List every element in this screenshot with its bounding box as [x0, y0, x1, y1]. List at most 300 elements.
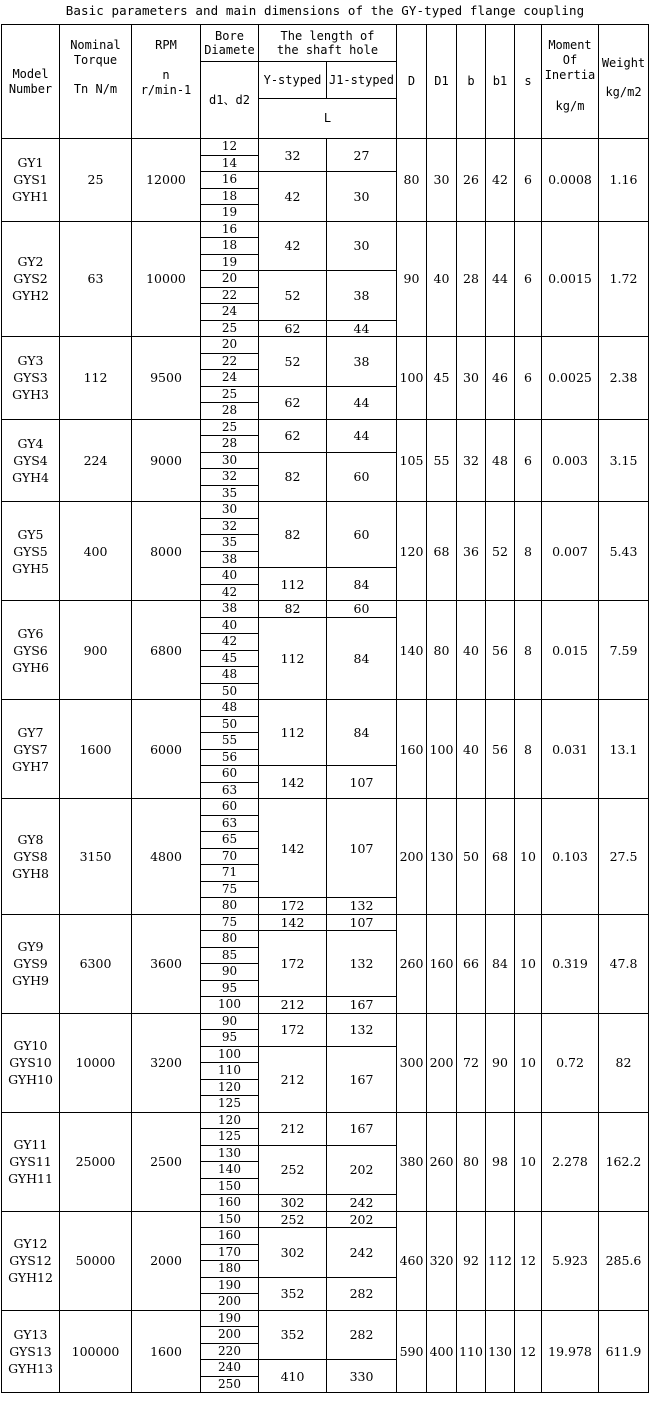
bore-diameter: 240: [201, 1360, 259, 1377]
bore-diameter: 200: [201, 1294, 259, 1311]
d-value: 300: [397, 1013, 427, 1112]
y-length: 212: [259, 1112, 327, 1145]
j1-length: 167: [327, 1046, 397, 1112]
model-number: [2, 337, 60, 420]
model-name: GYS8: [13, 848, 48, 864]
model-name: GYH10: [8, 1072, 53, 1087]
d1-value: 40: [427, 221, 457, 337]
d1-value: 200: [427, 1013, 457, 1112]
bore-diameter: 75: [201, 881, 259, 898]
rpm-value: 6000: [132, 700, 201, 799]
header-b1: b1: [486, 25, 515, 139]
d1-value: 30: [427, 139, 457, 222]
y-length: 172: [259, 1013, 327, 1046]
bore-diameter: 220: [201, 1343, 259, 1360]
inertia-value: 0.103: [542, 799, 599, 915]
weight-value: 1.72: [599, 221, 649, 337]
j1-length: 30: [327, 172, 397, 222]
table-row: [2, 502, 649, 519]
j1-length: 44: [327, 386, 397, 419]
d-value: 160: [397, 700, 427, 799]
j1-length: 84: [327, 700, 397, 766]
y-length: 142: [259, 766, 327, 799]
bore-diameter: 190: [201, 1277, 259, 1294]
y-length: 142: [259, 799, 327, 898]
y-length: 42: [259, 172, 327, 222]
bore-diameter: 42: [201, 634, 259, 651]
nominal-torque: 3150: [60, 799, 132, 915]
nominal-torque: 100000: [60, 1310, 132, 1393]
s-value: 6: [515, 419, 542, 502]
bore-diameter: 40: [201, 617, 259, 634]
b1-value: 52: [486, 502, 515, 601]
model-name: GY5: [17, 526, 44, 542]
nominal-torque: 50000: [60, 1211, 132, 1310]
s-value: 10: [515, 1112, 542, 1211]
s-value: 10: [515, 799, 542, 915]
table-row: [2, 1112, 649, 1129]
b-value: 40: [457, 601, 486, 700]
inertia-value: 0.007: [542, 502, 599, 601]
s-value: 8: [515, 601, 542, 700]
model-name: GY4: [17, 435, 44, 451]
bore-diameter: 95: [201, 980, 259, 997]
table-row: [2, 799, 649, 816]
header-L: L: [259, 99, 397, 139]
j1-length: 242: [327, 1228, 397, 1278]
inertia-value: 5.923: [542, 1211, 599, 1310]
rpm-value: 1600: [132, 1310, 201, 1393]
j1-length: 107: [327, 799, 397, 898]
bore-diameter: 45: [201, 650, 259, 667]
b-value: 50: [457, 799, 486, 915]
model-name: GYH4: [12, 469, 49, 485]
model-name: GY7: [17, 724, 44, 740]
nominal-torque: 900: [60, 601, 132, 700]
b1-value: 46: [486, 337, 515, 420]
inertia-value: 0.319: [542, 914, 599, 1013]
y-length: 252: [259, 1145, 327, 1195]
b-value: 110: [457, 1310, 486, 1393]
model-name: GYS2: [13, 271, 48, 287]
y-length: 62: [259, 320, 327, 337]
model-name: GY3: [17, 353, 44, 369]
d-value: 80: [397, 139, 427, 222]
d-value: 120: [397, 502, 427, 601]
d-value: 260: [397, 914, 427, 1013]
model-number: [2, 1013, 60, 1112]
model-name: GY2: [17, 254, 44, 270]
j1-length: 167: [327, 1112, 397, 1145]
j1-length: 132: [327, 931, 397, 997]
bore-diameter: 25: [201, 419, 259, 436]
j1-length: 60: [327, 601, 397, 618]
d-value: 590: [397, 1310, 427, 1393]
b1-value: 48: [486, 419, 515, 502]
inertia-value: 0.72: [542, 1013, 599, 1112]
d-value: 140: [397, 601, 427, 700]
d1-value: 100: [427, 700, 457, 799]
bore-diameter: 120: [201, 1079, 259, 1096]
weight-value: 2.38: [599, 337, 649, 420]
bore-diameter: 63: [201, 782, 259, 799]
y-length: 82: [259, 452, 327, 502]
y-length: 212: [259, 997, 327, 1014]
b-value: 40: [457, 700, 486, 799]
rpm-value: 9000: [132, 419, 201, 502]
y-length: 252: [259, 1211, 327, 1228]
nominal-torque: 112: [60, 337, 132, 420]
j1-length: 38: [327, 337, 397, 387]
bore-diameter: 160: [201, 1228, 259, 1245]
b1-value: 112: [486, 1211, 515, 1310]
bore-diameter: 80: [201, 931, 259, 948]
y-length: 112: [259, 617, 327, 700]
inertia-value: 19.978: [542, 1310, 599, 1393]
bore-diameter: 18: [201, 238, 259, 255]
header-torque: Nominal Torque Tn N/m: [60, 25, 132, 139]
j1-length: 107: [327, 914, 397, 931]
y-length: 212: [259, 1046, 327, 1112]
nominal-torque: 6300: [60, 914, 132, 1013]
j1-length: 38: [327, 271, 397, 321]
d1-value: 320: [427, 1211, 457, 1310]
s-value: 12: [515, 1310, 542, 1393]
model-name: GYH2: [12, 288, 49, 304]
model-name: GYS6: [13, 642, 48, 658]
bore-diameter: 38: [201, 601, 259, 618]
b-value: 72: [457, 1013, 486, 1112]
b-value: 36: [457, 502, 486, 601]
y-length: 302: [259, 1195, 327, 1212]
header-y-styped: Y-styped: [259, 62, 327, 99]
model-name: GYH12: [8, 1270, 53, 1285]
inertia-value: 0.015: [542, 601, 599, 700]
model-name: GY11: [13, 1137, 48, 1152]
bore-diameter: 22: [201, 353, 259, 370]
s-value: 12: [515, 1211, 542, 1310]
bore-diameter: 20: [201, 337, 259, 354]
header-s: s: [515, 25, 542, 139]
d-value: 200: [397, 799, 427, 915]
model-number: [2, 601, 60, 700]
table-row: [2, 1310, 649, 1327]
bore-diameter: 32: [201, 469, 259, 486]
model-name: GY12: [13, 1236, 48, 1251]
bore-diameter: 20: [201, 271, 259, 288]
bore-diameter: 125: [201, 1129, 259, 1146]
b-value: 66: [457, 914, 486, 1013]
header-bore: Bore Diamete: [201, 25, 259, 62]
model-name: GYH11: [8, 1171, 53, 1186]
table-row: [2, 914, 649, 931]
bore-diameter: 200: [201, 1327, 259, 1344]
bore-diameter: 160: [201, 1195, 259, 1212]
y-length: 142: [259, 914, 327, 931]
j1-length: 242: [327, 1195, 397, 1212]
table-title: Basic parameters and main dimensions of the GY-typed flange coupling: [65, 3, 585, 18]
bore-diameter: 150: [201, 1178, 259, 1195]
d1-value: 260: [427, 1112, 457, 1211]
inertia-value: 2.278: [542, 1112, 599, 1211]
table-row: [2, 700, 649, 717]
table-row: [2, 221, 649, 238]
d-value: 100: [397, 337, 427, 420]
bore-diameter: 65: [201, 832, 259, 849]
weight-value: 162.2: [599, 1112, 649, 1211]
model-name: GYS1: [13, 172, 48, 188]
b1-value: 68: [486, 799, 515, 915]
model-name: GYH13: [8, 1360, 53, 1376]
bore-diameter: 95: [201, 1030, 259, 1047]
d1-value: 45: [427, 337, 457, 420]
bore-diameter: 16: [201, 221, 259, 238]
bore-diameter: 71: [201, 865, 259, 882]
y-length: 32: [259, 139, 327, 172]
j1-length: 107: [327, 766, 397, 799]
bore-diameter: 16: [201, 172, 259, 189]
header-length: The length of the shaft hole: [259, 25, 397, 62]
d1-value: 68: [427, 502, 457, 601]
weight-value: 3.15: [599, 419, 649, 502]
bore-diameter: 110: [201, 1063, 259, 1080]
table-row: [2, 601, 649, 618]
d-value: 105: [397, 419, 427, 502]
weight-value: 285.6: [599, 1211, 649, 1310]
s-value: 6: [515, 139, 542, 222]
bore-diameter: 190: [201, 1310, 259, 1327]
header-rpm: RPM n r/min-1: [132, 25, 201, 139]
model-name: GYS10: [9, 1055, 52, 1070]
model-number: [2, 1211, 60, 1310]
d1-value: 80: [427, 601, 457, 700]
model-name: GYS3: [13, 370, 48, 386]
header-j1-styped: J1-styped: [327, 62, 397, 99]
model-number: [2, 914, 60, 1013]
model-name: GY6: [17, 625, 44, 641]
model-name: GYH6: [12, 659, 49, 675]
inertia-value: 0.031: [542, 700, 599, 799]
b1-value: 98: [486, 1112, 515, 1211]
model-name: GYH3: [12, 387, 49, 403]
y-length: 62: [259, 419, 327, 452]
j1-length: 282: [327, 1310, 397, 1360]
model-name: GYH1: [12, 189, 49, 205]
bore-diameter: 28: [201, 403, 259, 420]
y-length: 112: [259, 568, 327, 601]
b-value: 28: [457, 221, 486, 337]
model-name: GYS12: [9, 1253, 52, 1268]
nominal-torque: 10000: [60, 1013, 132, 1112]
b1-value: 44: [486, 221, 515, 337]
j1-length: 44: [327, 320, 397, 337]
bore-diameter: 60: [201, 766, 259, 783]
s-value: 8: [515, 700, 542, 799]
j1-length: 27: [327, 139, 397, 172]
table-row: [2, 139, 649, 156]
bore-diameter: 60: [201, 799, 259, 816]
inertia-value: 0.0008: [542, 139, 599, 222]
model-number: [2, 700, 60, 799]
inertia-value: 0.0025: [542, 337, 599, 420]
b1-value: 42: [486, 139, 515, 222]
j1-length: 132: [327, 1013, 397, 1046]
model-name: GYS7: [13, 741, 48, 757]
rpm-value: 10000: [132, 221, 201, 337]
model-name: GY1: [17, 155, 44, 171]
bore-diameter: 150: [201, 1211, 259, 1228]
nominal-torque: 224: [60, 419, 132, 502]
table-row: [2, 419, 649, 436]
y-length: 172: [259, 898, 327, 915]
bore-diameter: 48: [201, 667, 259, 684]
bore-diameter: 90: [201, 1013, 259, 1030]
model-name: GYS11: [9, 1154, 52, 1169]
bore-diameter: 85: [201, 947, 259, 964]
header-b: b: [457, 25, 486, 139]
bore-diameter: 55: [201, 733, 259, 750]
s-value: 8: [515, 502, 542, 601]
weight-value: 611.9: [599, 1310, 649, 1393]
s-value: 6: [515, 337, 542, 420]
y-length: 52: [259, 337, 327, 387]
rpm-value: 6800: [132, 601, 201, 700]
rpm-value: 4800: [132, 799, 201, 915]
b1-value: 56: [486, 601, 515, 700]
bore-diameter: 40: [201, 568, 259, 585]
model-name: GYS5: [13, 543, 48, 559]
bore-diameter: 35: [201, 535, 259, 552]
d1-value: 400: [427, 1310, 457, 1393]
y-length: 62: [259, 386, 327, 419]
rpm-value: 12000: [132, 139, 201, 222]
table-row: [2, 337, 649, 354]
weight-value: 47.8: [599, 914, 649, 1013]
bore-diameter: 25: [201, 320, 259, 337]
weight-value: 13.1: [599, 700, 649, 799]
bore-diameter: 180: [201, 1261, 259, 1278]
bore-diameter: 90: [201, 964, 259, 981]
bore-diameter: 100: [201, 997, 259, 1014]
j1-length: 30: [327, 221, 397, 271]
j1-length: 167: [327, 997, 397, 1014]
bore-diameter: 12: [201, 139, 259, 156]
bore-diameter: 56: [201, 749, 259, 766]
model-name: GY13: [13, 1326, 48, 1342]
bore-diameter: 130: [201, 1145, 259, 1162]
bore-diameter: 50: [201, 683, 259, 700]
header-bore-symbol: d1、d2: [201, 62, 259, 139]
model-name: GY10: [13, 1038, 48, 1053]
model-name: GYH7: [12, 758, 49, 774]
bore-diameter: 170: [201, 1244, 259, 1261]
y-length: 352: [259, 1310, 327, 1360]
b-value: 80: [457, 1112, 486, 1211]
rpm-value: 2500: [132, 1112, 201, 1211]
header-D1: D1: [427, 25, 457, 139]
j1-length: 132: [327, 898, 397, 915]
model-number: [2, 221, 60, 337]
model-name: GYH5: [12, 560, 49, 576]
j1-length: 84: [327, 617, 397, 700]
bore-diameter: 30: [201, 502, 259, 519]
model-name: GY8: [17, 831, 44, 847]
bore-diameter: 125: [201, 1096, 259, 1113]
bore-diameter: 32: [201, 518, 259, 535]
y-length: 52: [259, 271, 327, 321]
d-value: 90: [397, 221, 427, 337]
bore-diameter: 42: [201, 584, 259, 601]
b-value: 32: [457, 419, 486, 502]
s-value: 10: [515, 914, 542, 1013]
model-name: GYS4: [13, 452, 48, 468]
bore-diameter: 48: [201, 700, 259, 717]
j1-length: 282: [327, 1277, 397, 1310]
b-value: 92: [457, 1211, 486, 1310]
bore-diameter: 63: [201, 815, 259, 832]
nominal-torque: 1600: [60, 700, 132, 799]
bore-diameter: 38: [201, 551, 259, 568]
weight-value: 1.16: [599, 139, 649, 222]
inertia-value: 0.003: [542, 419, 599, 502]
bore-diameter: 35: [201, 485, 259, 502]
b-value: 26: [457, 139, 486, 222]
weight-value: 5.43: [599, 502, 649, 601]
model-name: GY9: [17, 939, 44, 954]
bore-diameter: 18: [201, 188, 259, 205]
rpm-value: 9500: [132, 337, 201, 420]
d1-value: 55: [427, 419, 457, 502]
bore-diameter: 19: [201, 205, 259, 222]
inertia-value: 0.0015: [542, 221, 599, 337]
j1-length: 330: [327, 1360, 397, 1393]
b-value: 30: [457, 337, 486, 420]
model-name: GYH8: [12, 865, 49, 881]
model-number: [2, 419, 60, 502]
b1-value: 90: [486, 1013, 515, 1112]
model-number: [2, 1112, 60, 1211]
nominal-torque: 400: [60, 502, 132, 601]
header-model: Model Number: [2, 25, 60, 139]
j1-length: 60: [327, 452, 397, 502]
bore-diameter: 14: [201, 155, 259, 172]
rpm-value: 3200: [132, 1013, 201, 1112]
weight-value: 27.5: [599, 799, 649, 915]
header-weight: Weight kg/m2: [599, 25, 649, 139]
coupling-parameters-table: [1, 24, 649, 1393]
bore-diameter: 250: [201, 1376, 259, 1393]
s-value: 10: [515, 1013, 542, 1112]
bore-diameter: 28: [201, 436, 259, 453]
model-name: GYS13: [9, 1343, 52, 1359]
nominal-torque: 25: [60, 139, 132, 222]
weight-value: 82: [599, 1013, 649, 1112]
rpm-value: 2000: [132, 1211, 201, 1310]
b1-value: 84: [486, 914, 515, 1013]
bore-diameter: 24: [201, 304, 259, 321]
model-number: [2, 1310, 60, 1393]
weight-value: 7.59: [599, 601, 649, 700]
d-value: 460: [397, 1211, 427, 1310]
y-length: 172: [259, 931, 327, 997]
model-name: GYH9: [12, 973, 49, 988]
s-value: 6: [515, 221, 542, 337]
bore-diameter: 50: [201, 716, 259, 733]
bore-diameter: 70: [201, 848, 259, 865]
bore-diameter: 22: [201, 287, 259, 304]
j1-length: 60: [327, 502, 397, 568]
y-length: 302: [259, 1228, 327, 1278]
